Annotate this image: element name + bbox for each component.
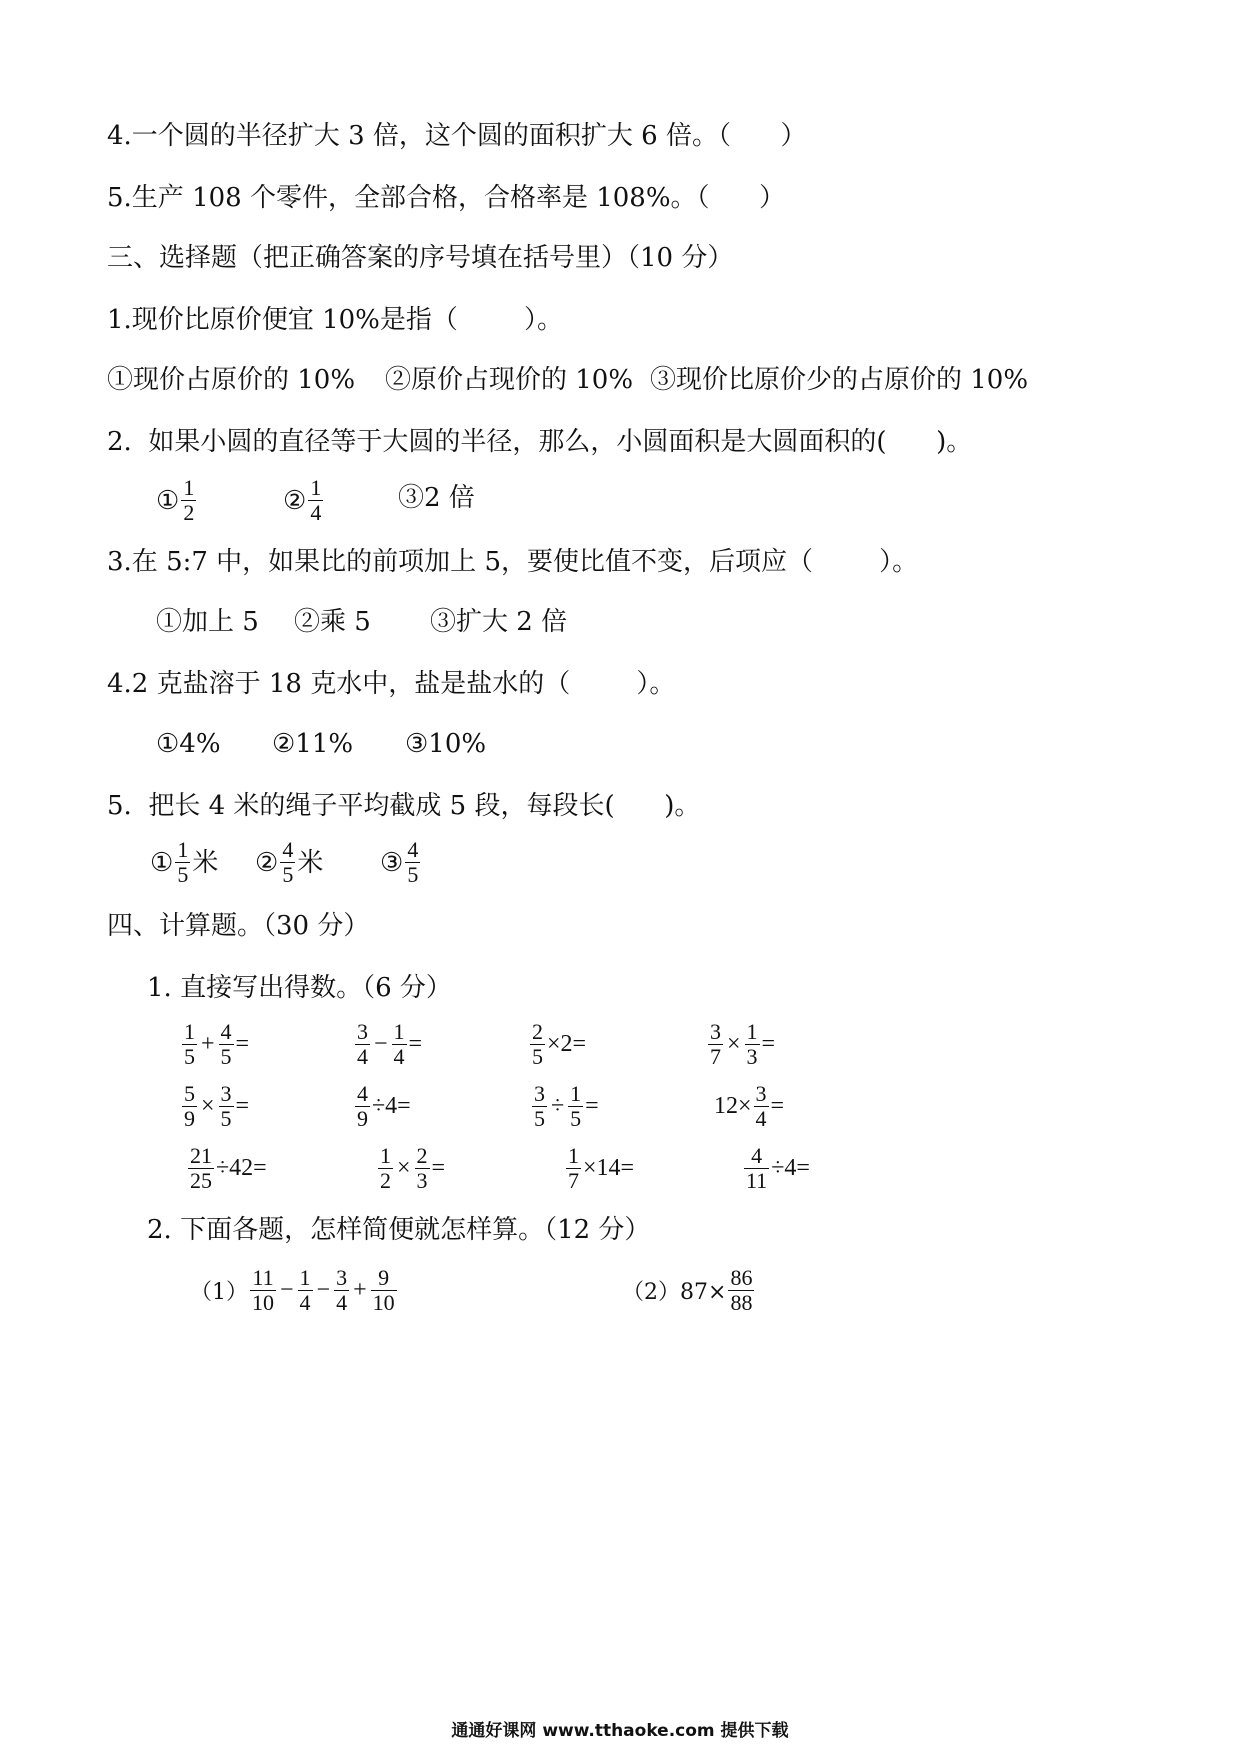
option-mark: ② <box>255 847 279 878</box>
choice-1-option-c: ③现价比原价少的占原价的 10% <box>650 365 1029 395</box>
simplify-problem-1: （1） $\frac{11}{10}$ − $\frac{1}{4}$ − $\frac{3}{4}$ + $\frac{9}{10}$ <box>190 1265 395 1315</box>
fraction: $\frac{4}{5}$ <box>282 837 294 887</box>
calc-expression: $\frac{3}{4}$ − $\frac{1}{4}$ = <box>357 1019 423 1069</box>
calc-expression: $\frac{4}{11}$ ÷4= <box>746 1143 810 1193</box>
calc-expression: $\frac{21}{25}$ ÷42= <box>190 1143 267 1193</box>
choice-2-option-a <box>156 476 198 525</box>
judgement-question-4: 4.一个圆的半径扩大 3 倍，这个圆的面积扩大 6 倍。（ ） <box>107 121 807 151</box>
fraction: $\frac{1}{5}$ <box>177 837 189 887</box>
choice-3-option-b: ②乘 5 <box>294 607 371 637</box>
calc-expression: $\frac{1}{5}$ + $\frac{4}{5}$ = <box>184 1019 250 1069</box>
calc-expression: $\frac{3}{5}$ ÷ $\frac{1}{5}$ = <box>534 1081 599 1131</box>
choice-question-4: 4.2 克盐溶于 18 克水中，盐是盐水的（ ）。 <box>107 669 676 699</box>
calc-expression: $\frac{5}{9}$ × $\frac{3}{5}$ = <box>184 1081 250 1131</box>
choice-5-option-c <box>380 838 422 887</box>
choice-1-option-a: ①现价占原价的 10% <box>107 365 356 395</box>
section-title-choice: 三、选择题（把正确答案的序号填在括号里）（10 分） <box>107 243 734 273</box>
calc-expression: $\frac{1}{2}$ × $\frac{2}{3}$ = <box>380 1143 446 1193</box>
fraction: $\frac{4}{5}$ <box>407 837 419 887</box>
choice-2-option-c: ③2 倍 <box>398 483 475 513</box>
option-mark: ① <box>156 485 180 516</box>
section-title-calc: 四、计算题。（30 分） <box>107 911 370 941</box>
option-mark: ① <box>150 847 174 878</box>
calc-expression: $\frac{2}{5}$ ×2= <box>532 1019 587 1069</box>
calc-sub-2: 2. 下面各题，怎样简便就怎样算。（12 分） <box>147 1215 651 1245</box>
calc-expression: $\frac{3}{7}$ × $\frac{1}{3}$ = <box>710 1019 776 1069</box>
choice-4-option-a: ①4% <box>156 729 221 759</box>
calc-expression: $\frac{1}{7}$ ×14= <box>568 1143 635 1193</box>
choice-3-option-a: ①加上 5 <box>156 607 259 637</box>
judgement-question-5: 5.生产 108 个零件，全部合格，合格率是 108%。（ ） <box>107 183 786 213</box>
choice-question-2: 2. 如果小圆的直径等于大圆的半径，那么，小圆面积是大圆面积的( )。 <box>107 427 973 457</box>
footer-credit: 通通好课网 www.tthaoke.com 提供下载 <box>451 1721 789 1741</box>
option-mark: ③ <box>380 847 404 878</box>
choice-question-5: 5. 把长 4 米的绳子平均截成 5 段，每段长( )。 <box>107 791 701 821</box>
option-mark: ② <box>283 485 307 516</box>
choice-5-option-b <box>255 838 323 887</box>
choice-4-option-b: ②11% <box>272 729 354 759</box>
unit: 米 <box>192 847 219 878</box>
choice-4-option-c: ③10% <box>405 729 487 759</box>
fraction: $\frac{1}{2}$ <box>183 475 195 525</box>
choice-question-1: 1.现价比原价便宜 10%是指（ ）。 <box>107 305 563 335</box>
fraction: $\frac{1}{4}$ <box>310 475 322 525</box>
simplify-problem-2: （2）87× $\frac{86}{88}$ <box>622 1265 753 1315</box>
choice-3-option-c: ③扩大 2 倍 <box>430 607 568 637</box>
choice-2-option-b <box>283 476 325 525</box>
calc-expression: 12× $\frac{3}{4}$ = <box>714 1081 785 1131</box>
unit: 米 <box>297 847 324 878</box>
choice-1-option-b: ②原价占现价的 10% <box>385 365 634 395</box>
calc-sub-1: 1. 直接写出得数。（6 分） <box>147 973 452 1003</box>
calc-expression: $\frac{4}{9}$ ÷4= <box>357 1081 411 1131</box>
choice-question-3: 3.在 5:7 中，如果比的前项加上 5，要使比值不变，后项应（ ）。 <box>107 547 919 577</box>
choice-5-option-a <box>150 838 218 887</box>
